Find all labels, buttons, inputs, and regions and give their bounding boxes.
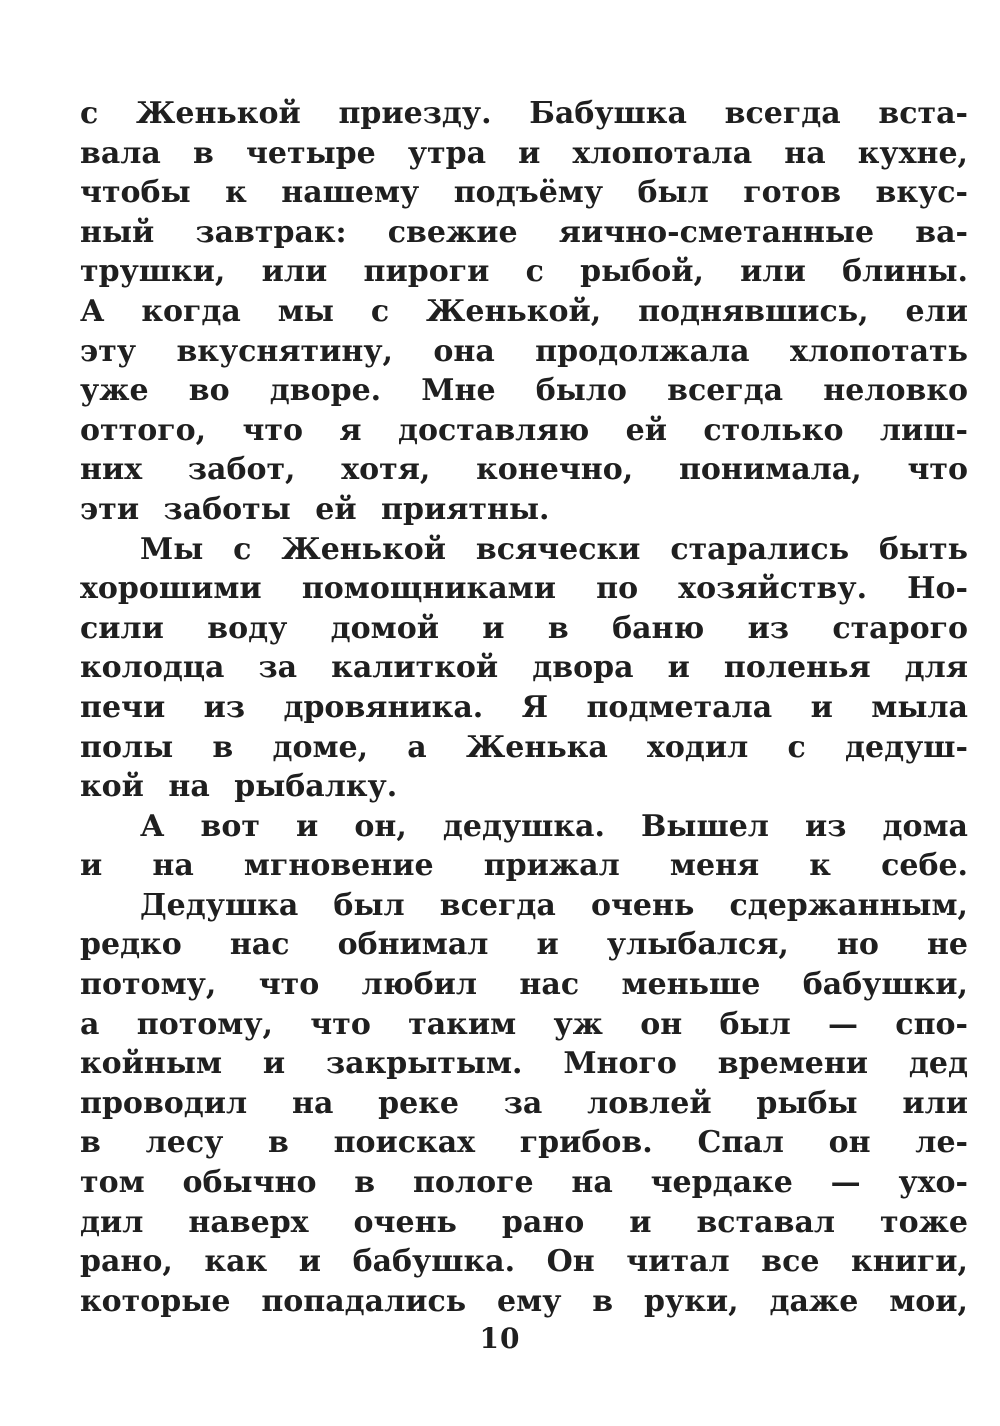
page-number: 10 <box>479 1322 521 1355</box>
paragraph-end-line: эти заботы ей приятны. <box>80 491 550 527</box>
text-line: том обычно в пологе на чердаке — ухо- <box>80 1165 968 1201</box>
paragraph-start-line: А вот и он, дедушка. Вышел из дома <box>140 808 968 844</box>
text-line: ный завтрак: свежие яично-сметанные ва- <box>80 214 968 250</box>
text-line: оттого, что я доставляю ей столько лиш- <box>80 412 968 448</box>
body-text <box>80 94 968 1321</box>
text-line: которые попадались ему в руки, даже мои, <box>80 1283 968 1319</box>
text-line: дил наверх очень рано и вставал тоже <box>80 1204 968 1240</box>
text-line: потому, что любил нас меньше бабушки, <box>80 967 968 1003</box>
text-line: рано, как и бабушка. Он читал все книги, <box>80 1244 968 1280</box>
text-line: уже во дворе. Мне было всегда неловко <box>80 373 968 409</box>
text-line: хорошими помощниками по хозяйству. Но- <box>80 571 968 607</box>
text-line: эту вкуснятину, она продолжала хлопотать <box>80 333 968 369</box>
text-line: с Женькой приезду. Бабушка всегда вста- <box>80 96 968 131</box>
text-line: печи из дровяника. Я подметала и мыла <box>80 689 968 725</box>
text-line: вала в четыре утра и хлопотала на кухне, <box>80 135 968 171</box>
text-line: них забот, хотя, конечно, понимала, что <box>80 452 968 488</box>
text-line: колодца за калиткой двора и поленья для <box>80 650 968 686</box>
text-line: трушки, или пироги с рыбой, или блины. <box>80 254 968 290</box>
text-line: койным и закрытым. Много времени дед <box>80 1046 968 1082</box>
text-line: сили воду домой и в баню из старого <box>80 610 968 646</box>
paragraph-end-line: кой на рыбалку. <box>80 769 398 805</box>
text-line: и на мгновение прижал меня к себе. <box>80 848 968 884</box>
text-line: редко нас обнимал и улыбался, но не <box>80 927 968 963</box>
text-line: А когда мы с Женькой, поднявшись, ели <box>80 293 968 329</box>
text-line: полы в доме, а Женька ходил с дедуш- <box>80 729 968 765</box>
paragraph-start-line: Мы с Женькой всячески старались быть <box>140 531 968 567</box>
text-line: чтобы к нашему подъёму был готов вкус- <box>80 175 968 211</box>
paragraph-start-line: Дедушка был всегда очень сдержанным, <box>140 887 968 923</box>
text-line: а потому, что таким уж он был — спо- <box>80 1006 968 1042</box>
text-line: проводил на реке за ловлей рыбы или <box>80 1085 968 1121</box>
text-line: в лесу в поисках грибов. Спал он ле- <box>80 1125 968 1161</box>
